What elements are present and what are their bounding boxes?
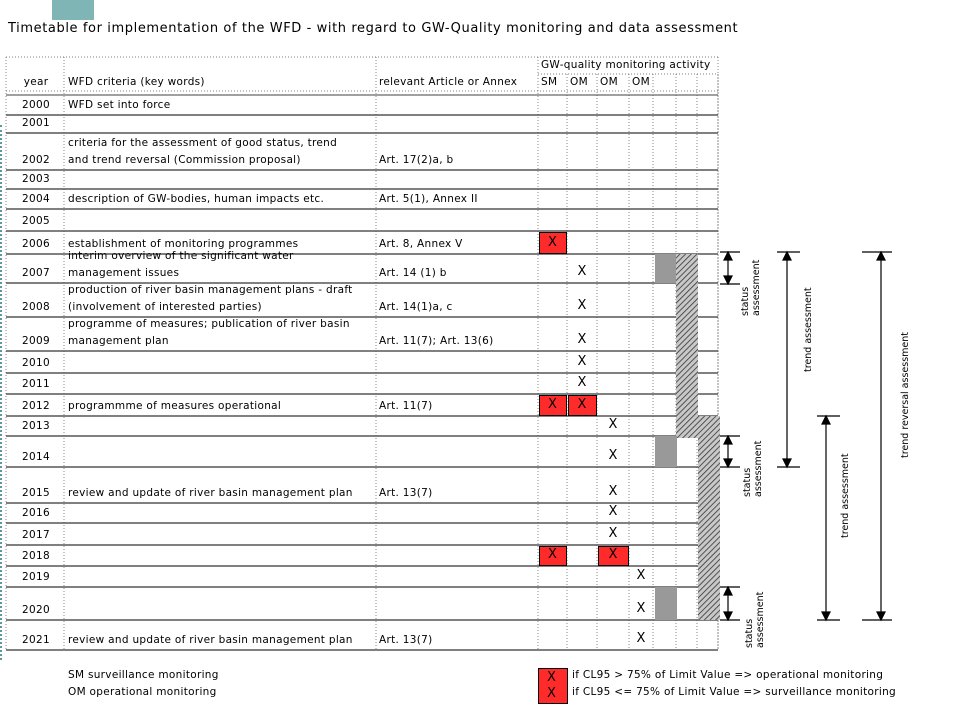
row-year: 2000 [22, 99, 50, 111]
row-criteria: (involvement of interested parties) [68, 301, 262, 313]
trend-period-bar [698, 416, 720, 620]
row-article: Art. 5(1), Annex II [379, 193, 478, 205]
mark-x: X [608, 417, 618, 432]
mark-x: X [636, 568, 646, 583]
row-year: 2014 [22, 451, 50, 463]
row-article: Art. 11(7) [379, 400, 433, 412]
header-activity-col: OM [570, 76, 588, 88]
mark-x: X [577, 264, 587, 279]
mark-x: X [577, 397, 587, 412]
trend-arrow-1 [777, 252, 800, 467]
header-activity-col: SM [541, 76, 558, 88]
header-criteria: WFD criteria (key words) [68, 76, 205, 88]
status-period-bar [655, 254, 677, 283]
row-year: 2021 [22, 634, 50, 646]
row-year: 2007 [22, 267, 50, 279]
mark-x: X [577, 298, 587, 313]
row-year: 2010 [22, 357, 50, 369]
row-criteria: interim overview of the significant water [68, 250, 294, 262]
mark-x: X [577, 375, 587, 390]
mark-x: X [577, 354, 587, 369]
status-arrow-2 [720, 436, 740, 467]
row-year: 2015 [22, 487, 50, 499]
mark-x: X [608, 484, 618, 499]
status-assessment-label-3: status assessment [744, 591, 766, 648]
row-criteria: and trend reversal (Commission proposal) [68, 154, 301, 166]
header-year: year [23, 76, 49, 88]
mark-x: X [636, 631, 646, 646]
row-criteria: WFD set into force [68, 99, 171, 111]
row-year: 2019 [22, 571, 50, 583]
row-year: 2020 [22, 604, 50, 616]
row-criteria: programmme of measures operational [68, 400, 282, 412]
row-article: Art. 17(2)a, b [379, 154, 454, 166]
trend-reversal-assessment-label: trend reversal assessment [900, 332, 911, 458]
trend-reversal-arrow [862, 252, 892, 620]
row-year: 2005 [22, 215, 50, 227]
row-year: 2012 [22, 400, 50, 412]
row-criteria: review and update of river basin management plan [68, 634, 353, 646]
row-article: Art. 14(1)a, c [379, 301, 453, 313]
trend-period-bar [676, 254, 698, 418]
mark-x: X [608, 448, 618, 463]
row-article: Art. 11(7); Art. 13(6) [379, 335, 494, 347]
row-criteria: establishment of monitoring programmes [68, 238, 299, 250]
row-year: 2016 [22, 507, 50, 519]
row-criteria: management issues [68, 267, 180, 279]
legend-box-x-1: X [547, 670, 557, 685]
trend-assessment-label-1: trend assessment [803, 287, 814, 372]
status-arrow-3 [720, 587, 740, 620]
status-period-bar [655, 436, 677, 467]
row-year: 2002 [22, 154, 50, 166]
trend-assessment-label-2: trend assessment [840, 453, 851, 538]
mark-x: X [636, 601, 646, 616]
row-article: Art. 13(7) [379, 634, 433, 646]
status-period-bar [655, 587, 677, 620]
mark-x: X [608, 547, 618, 562]
row-year: 2004 [22, 193, 50, 205]
row-year: 2011 [22, 378, 50, 390]
row-criteria: description of GW-bodies, human impacts etc. [68, 193, 325, 205]
status-assessment-label-2: status assessment [742, 440, 764, 497]
row-year: 2001 [22, 117, 50, 129]
mark-x: X [548, 235, 557, 250]
mark-x: X [548, 547, 557, 562]
mark-x: X [608, 504, 618, 519]
legend-rule-2: if CL95 <= 75% of Limit Value => surveillance monitoring [572, 686, 897, 698]
row-year: 2003 [22, 173, 50, 185]
row-year: 2018 [22, 550, 50, 562]
header-activity-col: OM [600, 76, 618, 88]
mark-x: X [608, 526, 618, 541]
legend-rule-1: if CL95 > 75% of Limit Value => operational monitoring [572, 669, 884, 681]
row-criteria: programme of measures; publication of river basin [68, 318, 350, 330]
row-criteria: criteria for the assessment of good status, trend [68, 137, 338, 149]
row-year: 2006 [22, 238, 50, 250]
legend-sm: SM surveillance monitoring [68, 669, 219, 681]
legend-box-x-2: X [547, 686, 557, 701]
row-year: 2017 [22, 529, 50, 541]
mark-x: X [577, 332, 587, 347]
header-activity-col: OM [632, 76, 650, 88]
row-article: Art. 8, Annex V [379, 238, 463, 250]
trend-period-bar [676, 416, 698, 438]
mark-x: X [548, 397, 557, 412]
status-arrow-1 [720, 252, 740, 284]
trend-arrow-2 [817, 416, 840, 620]
row-article: Art. 14 (1) b [379, 267, 447, 279]
row-year: 2009 [22, 335, 50, 347]
row-article: Art. 13(7) [379, 487, 433, 499]
row-criteria: production of river basin management plans - draft [68, 284, 353, 296]
status-assessment-label-1: status assessment [740, 259, 762, 316]
header-group-label: GW-quality monitoring activity [541, 59, 711, 71]
row-year: 2008 [22, 301, 50, 313]
legend-om: OM operational monitoring [68, 686, 217, 698]
row-year: 2013 [22, 420, 50, 432]
page-title: Timetable for implementation of the WFD - with regard to GW-Quality monitoring and data assessment [8, 21, 739, 36]
row-criteria: management plan [68, 335, 169, 347]
header-article: relevant Article or Annex [379, 76, 518, 88]
row-criteria: review and update of river basin management plan [68, 487, 353, 499]
